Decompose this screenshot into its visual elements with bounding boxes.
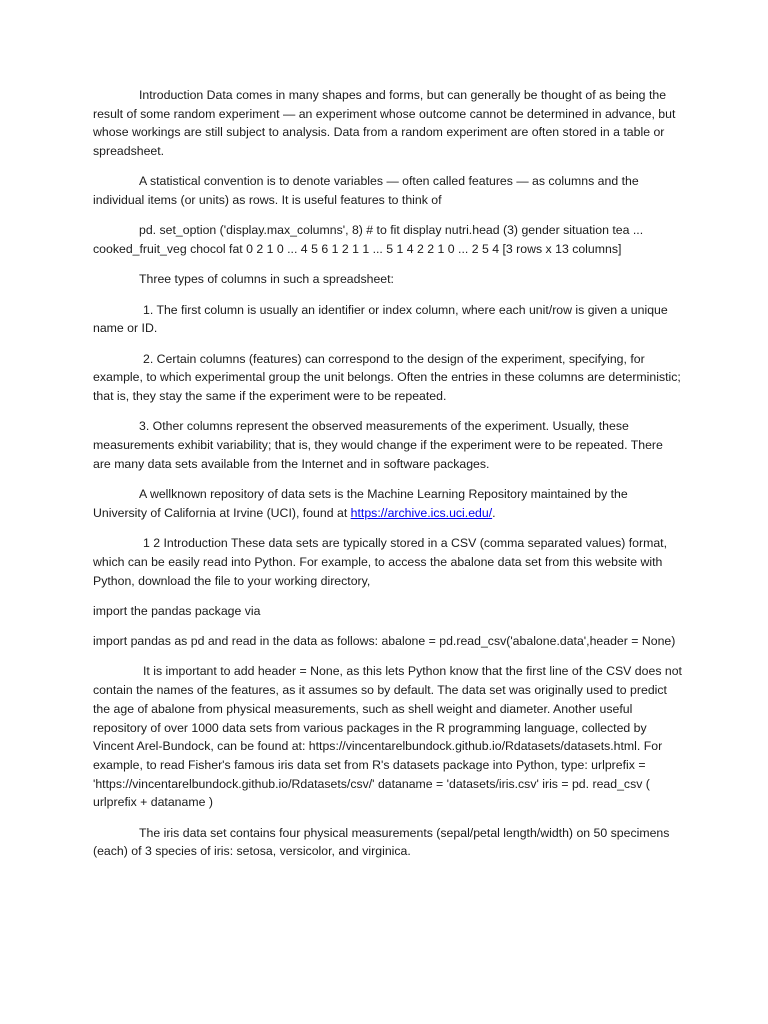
document-page xyxy=(93,86,683,873)
uci-period: . xyxy=(492,505,496,520)
paragraph-certain-columns: 2. Certain columns (features) can correspond to the design of the experiment, specifying, for example, to which experimental group the unit belongs. Often the entries in these columns are deterministic; that is, they stay the same if the experiment were to be repeated. xyxy=(93,351,681,404)
paragraph-uci-repository xyxy=(93,485,683,522)
paragraph-statistical-convention: A statistical convention is to denote variables — often called features — as columns and the individual items (or units) as rows. It is useful features to think of xyxy=(93,174,639,208)
paragraph-introduction: Introduction Data comes in many shapes and forms, but can generally be thought of as being the result of some random experiment — an experiment whose outcome cannot be determined in advance, but whose workings are still subject to analysis. Data from a random experiment are often stored in a table or spreadsheet. xyxy=(93,88,676,159)
paragraph-csv-intro: 1 2 Introduction These data sets are typically stored in a CSV (comma separated values) format, which can be easily read into Python. For example, to access the abalone data set from this website with Python, download the file to your working directory, xyxy=(93,536,668,588)
paragraph-iris: The iris data set contains four physical measurements (sepal/petal length/width) on 50 specimens (each) of 3 species of iris: setosa, versicolor, and virginica. xyxy=(93,825,670,859)
paragraph-other-columns: 3. Other columns represent the observed measurements of the experiment. Usually, these measurements exhibit variability; that is, they would change if the experiment were to be repeated. There are many data sets available from the Internet and in software packages. xyxy=(93,419,663,471)
paragraph-read-csv: import pandas as pd and read in the data as follows: abalone = pd.read_csv('abalone.data',header = None) xyxy=(93,634,676,649)
uci-link[interactable]: https://archive.ics.uci.edu/ xyxy=(350,505,493,520)
paragraph-header-none: It is important to add header = None, as this lets Python know that the first line of the CSV does not contain the names of the features, as it assumes so by default. The data set was originally used to predict the age of abalone from physical measurements, such as shell weight and diameter. Another useful repository of over 1000 data sets from various packages in the R programming language, collected by Vincent Arel-Bundock, can be found at: https://vincentarelbundock.github.io/Rdatasets/datasets.html. For example, to read Fisher's famous iris data set from R's datasets package into Python, type: urlprefix = 'https://vincentarelbundock.github.io/Rdatasets/csv/' dataname = 'datasets/iris.csv' iris = pd. read_csv ( urlprefix + dataname ) xyxy=(93,664,682,810)
uci-text: A wellknown repository of data sets is the Machine Learning Repository maintained by the University of California at Irvine (UCI), found at xyxy=(93,487,628,520)
paragraph-first-column: 1. The first column is usually an identifier or index column, where each unit/row is given a unique name or ID. xyxy=(93,302,668,336)
paragraph-three-types: Three types of columns in such a spreadsheet: xyxy=(139,272,394,287)
paragraph-import-pandas: import the pandas package via xyxy=(93,603,261,618)
paragraph-code-set-option: pd. set_option ('display.max_columns', 8) # to fit display nutri.head (3) gender situation tea ... cooked_fruit_veg chocol fat 0 2 1 0 ... 4 5 6 1 2 1 1 ... 5 1 4 2 2 1 0 ... 2 5 4 [3 rows x 13 columns] xyxy=(93,223,644,257)
